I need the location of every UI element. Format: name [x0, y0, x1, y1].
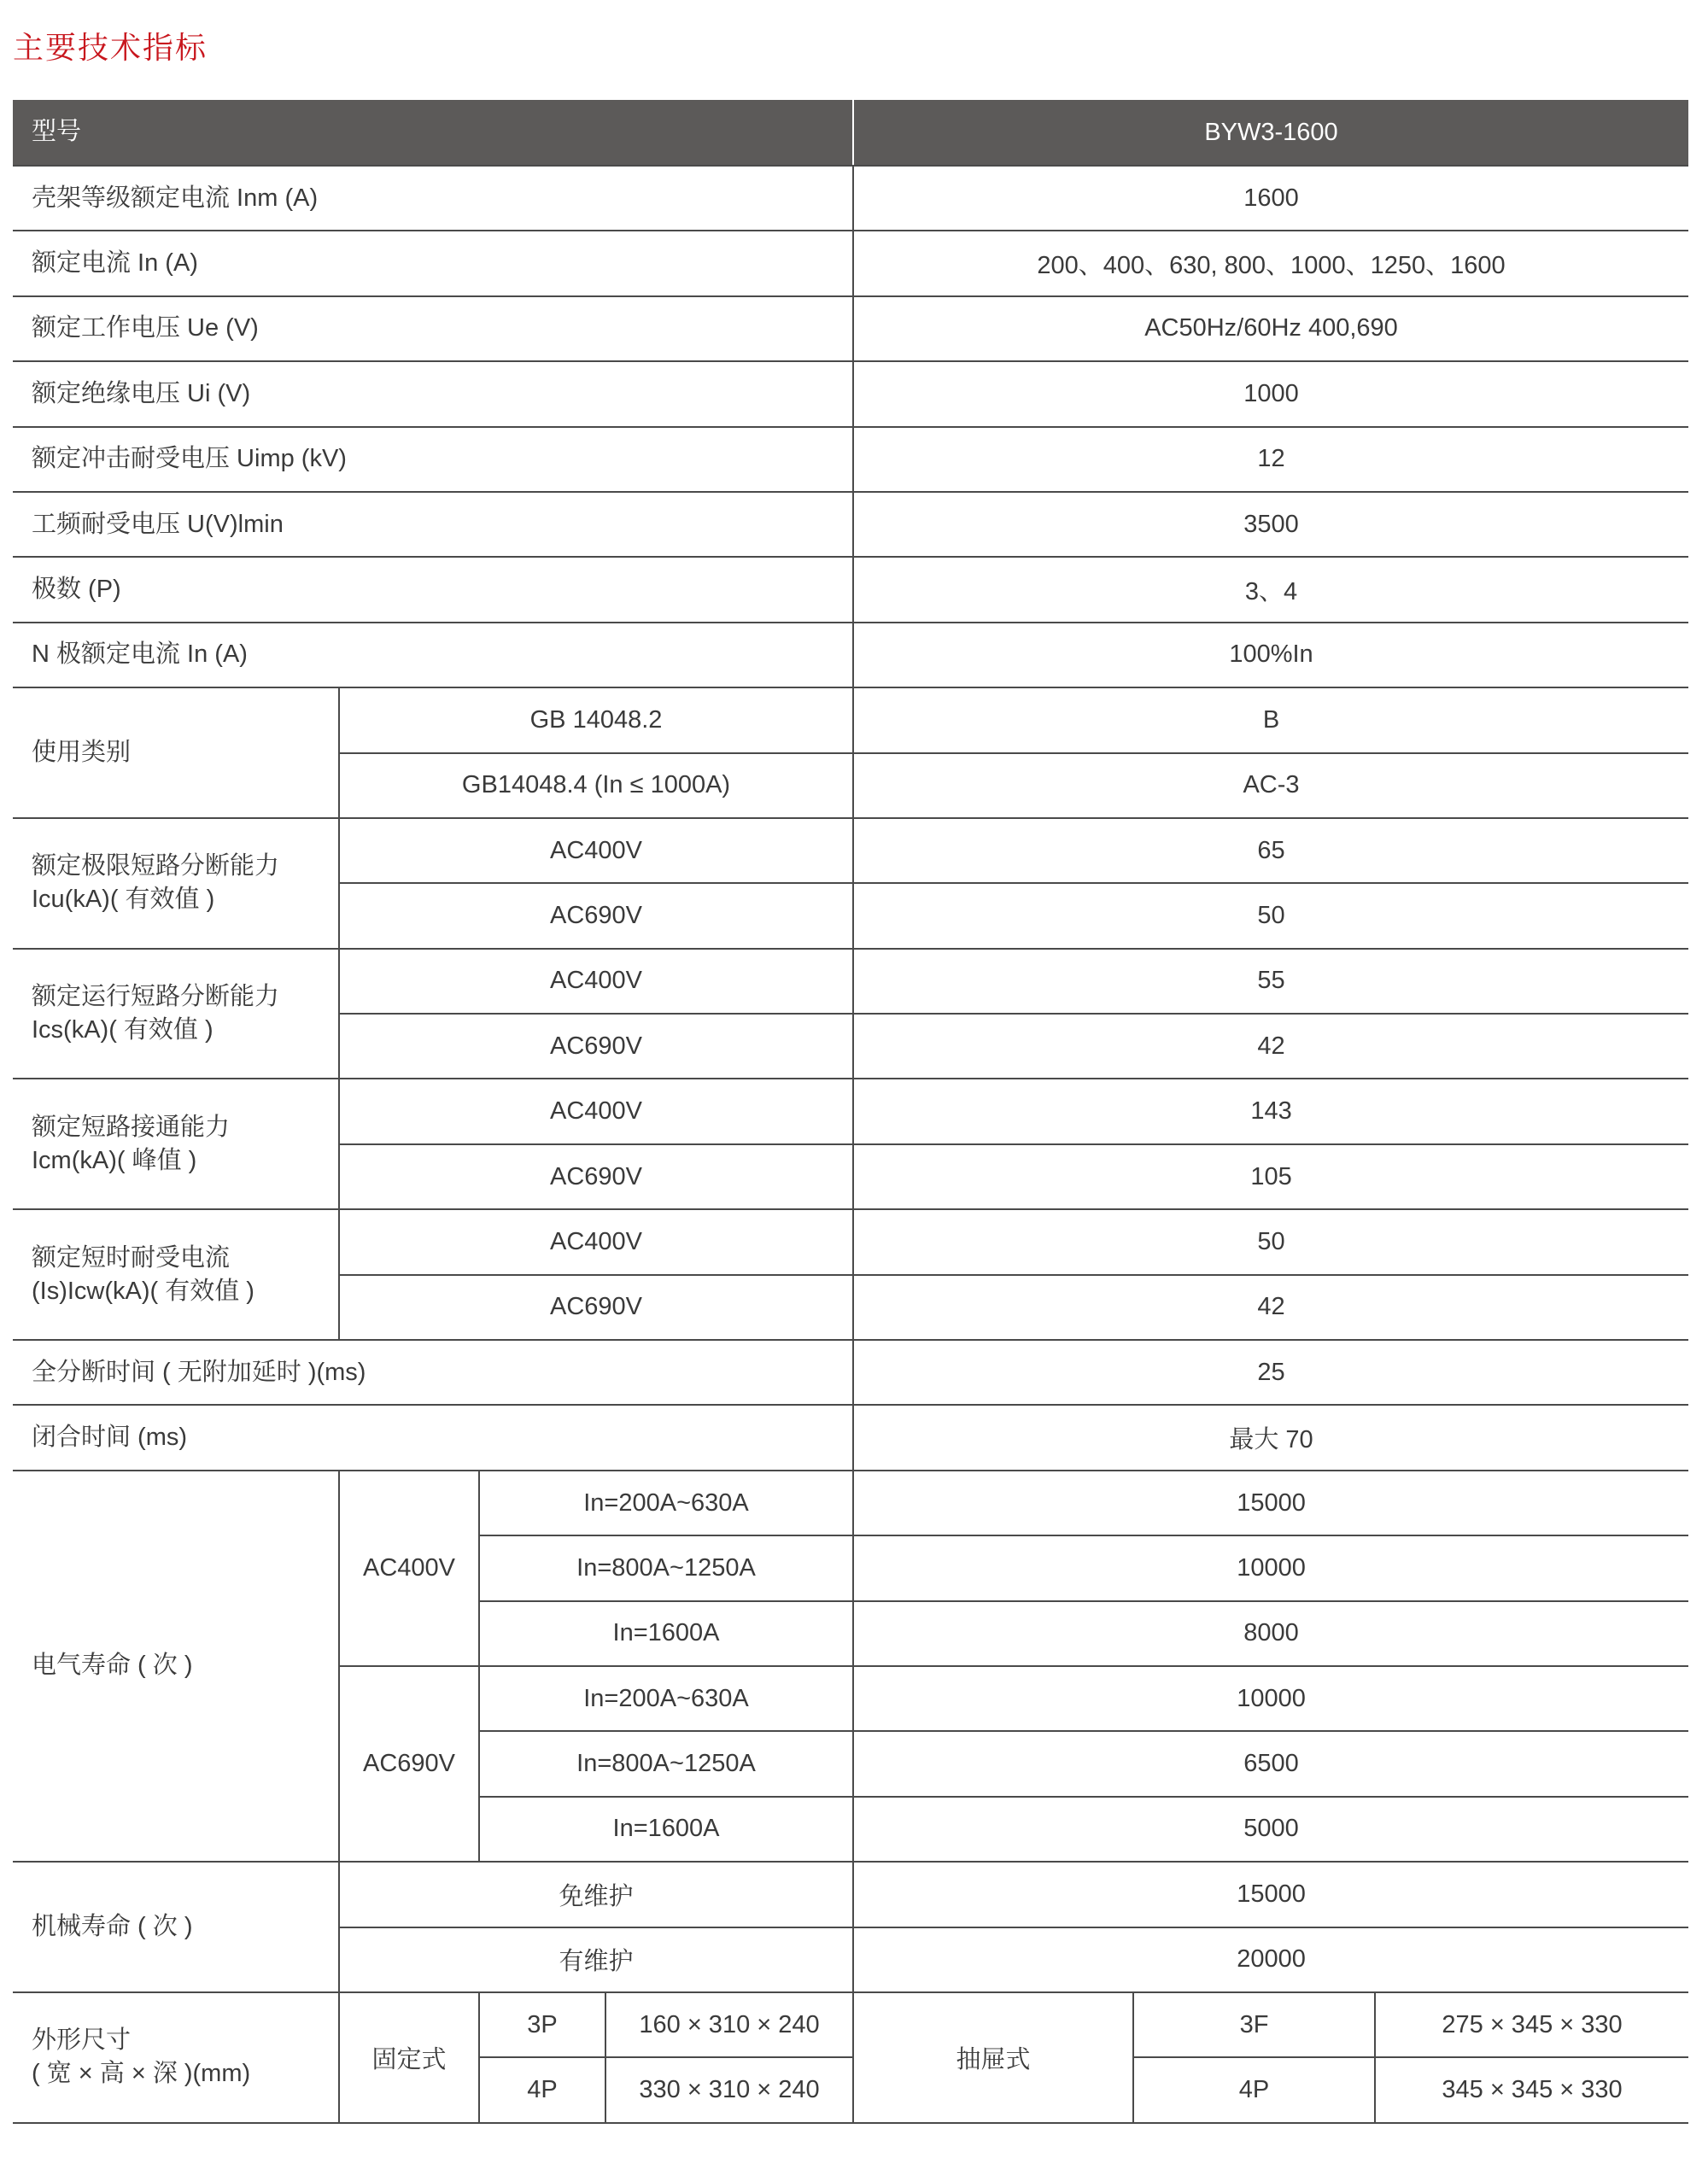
dimensions-label [13, 1992, 339, 2123]
spec-table-body [13, 100, 1688, 2123]
breaking-voltage: AC400V [339, 1209, 853, 1274]
electrical-life-voltage: AC690V [339, 1666, 479, 1862]
breaking-voltage: AC690V [339, 1144, 853, 1209]
table-row [13, 1471, 1688, 1535]
table-row [13, 687, 1688, 752]
fixed-type-label: 固定式 [339, 1992, 479, 2123]
mechanical-life-value: 20000 [853, 1927, 1688, 1992]
breaking-value: 55 [853, 949, 1688, 1014]
electrical-life-current: In=1600A [479, 1797, 853, 1862]
usage-value: AC-3 [853, 753, 1688, 818]
row-value: 100%In [853, 623, 1688, 687]
close-time-value: 最大 70 [853, 1405, 1688, 1470]
electrical-life-current: In=800A~1250A [479, 1535, 853, 1600]
breaking-value: 50 [853, 883, 1688, 948]
dimensions-label-line-2: ( 宽 × 高 × 深 )(mm) [32, 2060, 251, 2088]
breaking-group-label-line-1: 额定短时耐受电流 [32, 1243, 231, 1272]
table-row [13, 1862, 1688, 1927]
table-row [13, 1992, 1688, 2057]
electrical-life-label: 电气寿命 ( 次 ) [13, 1471, 339, 1862]
breaking-voltage: AC400V [339, 818, 853, 883]
electrical-life-current: In=200A~630A [479, 1666, 853, 1731]
table-row [13, 1340, 1688, 1405]
breaking-group-label-line-2: Icu(kA)( 有效值 ) [32, 886, 215, 914]
breaking-group-label-line-1: 额定运行短路分断能力 [32, 982, 280, 1010]
breaking-value: 143 [853, 1079, 1688, 1143]
table-row [13, 818, 1688, 883]
table-row [13, 1079, 1688, 1143]
breaking-value: 65 [853, 818, 1688, 883]
drawer-dimension: 275 × 345 × 330 [1375, 1992, 1688, 2057]
table-row [13, 231, 1688, 295]
row-label: 额定冲击耐受电压 Uimp (kV) [13, 427, 853, 492]
break-time-value: 25 [853, 1340, 1688, 1405]
table-row [13, 361, 1688, 426]
row-value: 12 [853, 427, 1688, 492]
mechanical-life-type: 免维护 [339, 1862, 853, 1927]
header-label: 型号 [13, 100, 853, 166]
table-row [13, 623, 1688, 687]
breaking-voltage: AC400V [339, 1079, 853, 1143]
electrical-life-value: 10000 [853, 1535, 1688, 1600]
row-value: 3、4 [853, 557, 1688, 622]
electrical-life-current: In=200A~630A [479, 1471, 853, 1535]
electrical-life-value: 15000 [853, 1471, 1688, 1535]
fixed-dimension: 160 × 310 × 240 [605, 1992, 853, 2057]
table-row [13, 166, 1688, 231]
page-title: 主要技术指标 [13, 30, 208, 65]
breaking-group-label [13, 1209, 339, 1340]
breaking-voltage: AC400V [339, 949, 853, 1014]
table-row [13, 1209, 1688, 1274]
electrical-life-value: 8000 [853, 1601, 1688, 1666]
row-label: 工频耐受电压 U(V)lmin [13, 492, 853, 557]
row-value: AC50Hz/60Hz 400,690 [853, 296, 1688, 361]
usage-standard: GB 14048.2 [339, 687, 853, 752]
table-row [13, 492, 1688, 557]
row-value: 200、400、630, 800、1000、1250、1600 [853, 231, 1688, 295]
row-label: N 极额定电流 In (A) [13, 623, 853, 687]
table-row [13, 949, 1688, 1014]
breaking-group-label-line-1: 额定极限短路分断能力 [32, 852, 280, 880]
header-model: BYW3-1600 [853, 100, 1688, 166]
mechanical-life-type: 有维护 [339, 1927, 853, 1992]
table-row [13, 557, 1688, 622]
row-value: 1600 [853, 166, 1688, 231]
breaking-group-label [13, 1079, 339, 1209]
electrical-life-value: 6500 [853, 1731, 1688, 1796]
table-row [13, 296, 1688, 361]
breaking-group-label-line-1: 额定短路接通能力 [32, 1113, 231, 1141]
drawer-dimension: 345 × 345 × 330 [1375, 2057, 1688, 2122]
mechanical-life-value: 15000 [853, 1862, 1688, 1927]
spec-table [13, 100, 1688, 2124]
breaking-group-label [13, 818, 339, 949]
row-label: 额定工作电压 Ue (V) [13, 296, 853, 361]
drawer-poles: 3F [1133, 1992, 1375, 2057]
dimensions-label-line-1: 外形尺寸 [32, 2026, 132, 2055]
close-time-label: 闭合时间 (ms) [13, 1405, 853, 1470]
breaking-voltage: AC690V [339, 1275, 853, 1340]
row-label: 额定绝缘电压 Ui (V) [13, 361, 853, 426]
breaking-group-label-line-2: Icm(kA)( 峰值 ) [32, 1146, 197, 1174]
row-label: 壳架等级额定电流 Inm (A) [13, 166, 853, 231]
breaking-voltage: AC690V [339, 883, 853, 948]
fixed-poles: 4P [479, 2057, 605, 2122]
table-row [13, 1405, 1688, 1470]
table-header-row [13, 100, 1688, 166]
table-row [13, 427, 1688, 492]
fixed-dimension: 330 × 310 × 240 [605, 2057, 853, 2122]
usage-value: B [853, 687, 1688, 752]
breaking-value: 105 [853, 1144, 1688, 1209]
breaking-group-label [13, 949, 339, 1079]
fixed-poles: 3P [479, 1992, 605, 2057]
usage-standard: GB14048.4 (In ≤ 1000A) [339, 753, 853, 818]
row-value: 3500 [853, 492, 1688, 557]
usage-category-label: 使用类别 [13, 687, 339, 818]
breaking-group-label-line-2: Ics(kA)( 有效值 ) [32, 1016, 214, 1044]
breaking-voltage: AC690V [339, 1014, 853, 1079]
row-label: 极数 (P) [13, 557, 853, 622]
row-value: 1000 [853, 361, 1688, 426]
breaking-value: 42 [853, 1014, 1688, 1079]
row-label: 额定电流 In (A) [13, 231, 853, 295]
break-time-label: 全分断时间 ( 无附加延时 )(ms) [13, 1340, 853, 1405]
mechanical-life-label: 机械寿命 ( 次 ) [13, 1862, 339, 1992]
breaking-group-label-line-2: (Is)Icw(kA)( 有效值 ) [32, 1277, 254, 1305]
electrical-life-current: In=800A~1250A [479, 1731, 853, 1796]
breaking-value: 50 [853, 1209, 1688, 1274]
breaking-value: 42 [853, 1275, 1688, 1340]
electrical-life-voltage: AC400V [339, 1471, 479, 1666]
drawer-poles: 4P [1133, 2057, 1375, 2122]
drawer-type-label: 抽屉式 [853, 1992, 1133, 2123]
electrical-life-current: In=1600A [479, 1601, 853, 1666]
electrical-life-value: 10000 [853, 1666, 1688, 1731]
electrical-life-value: 5000 [853, 1797, 1688, 1862]
